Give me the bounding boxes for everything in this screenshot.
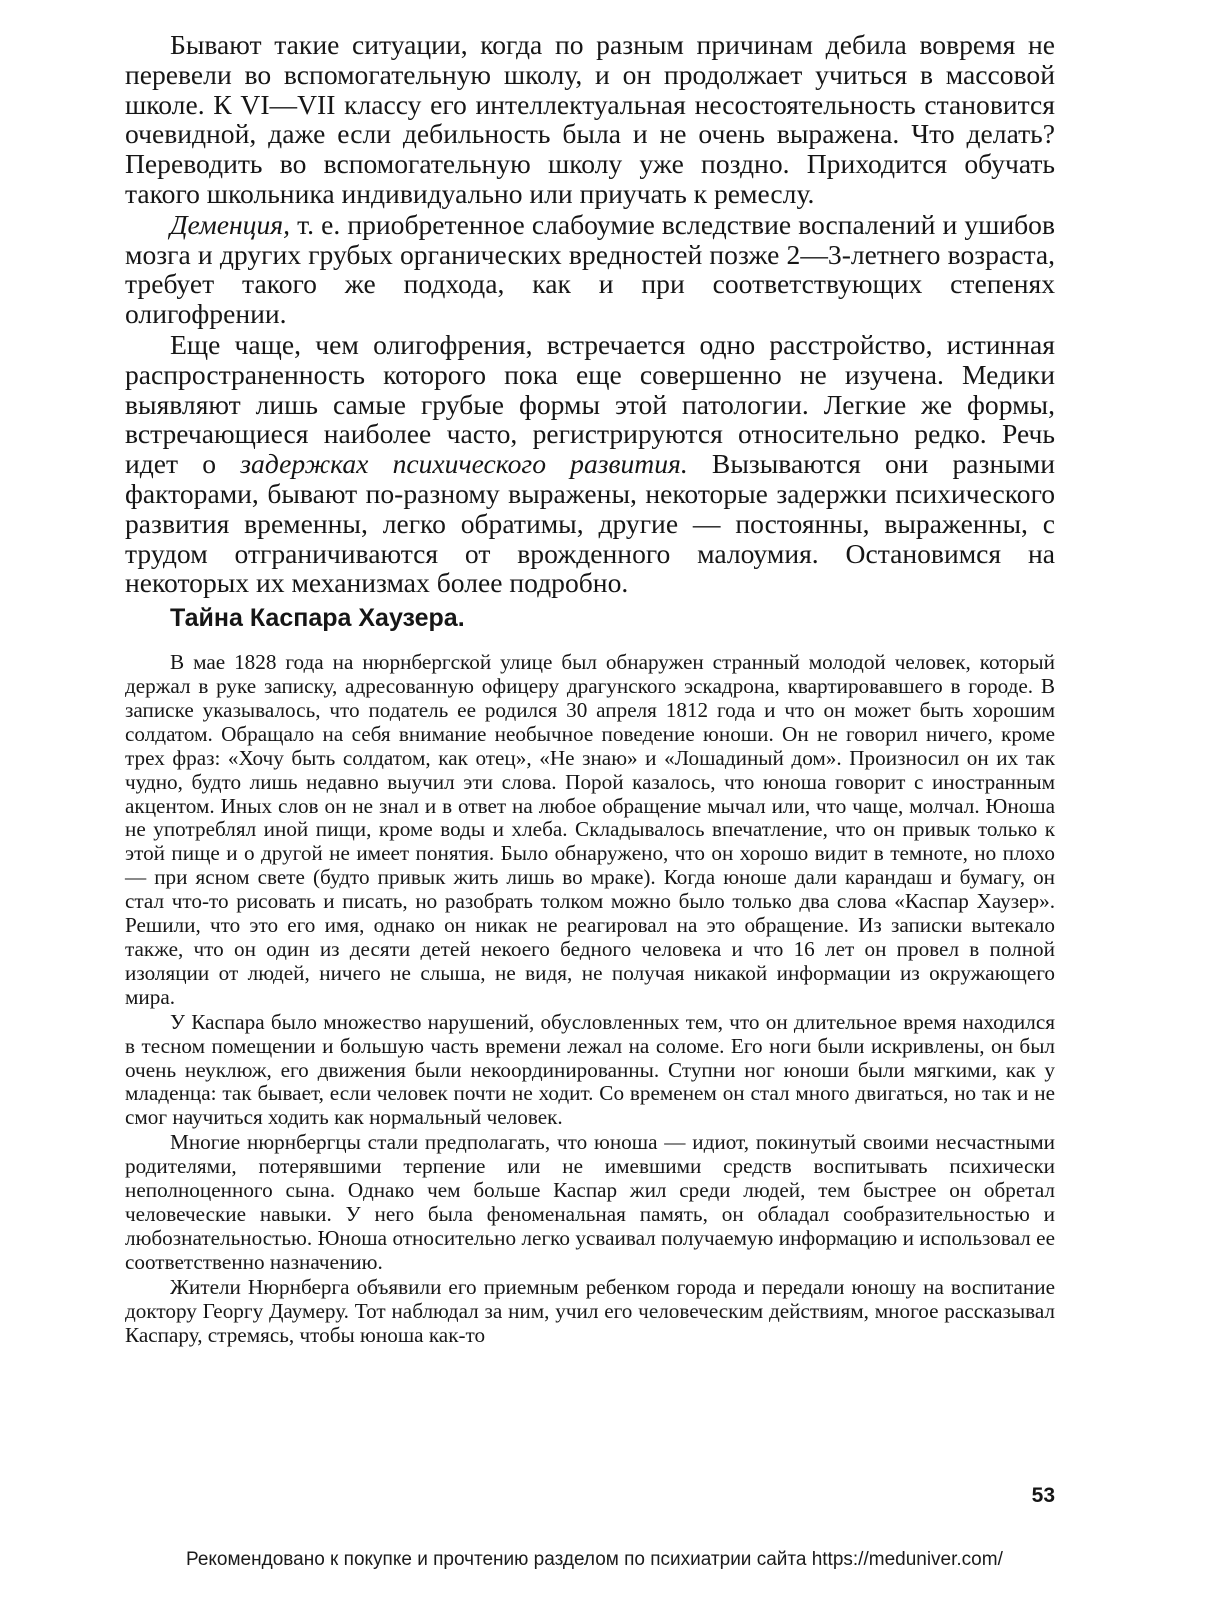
book-page (125, 30, 1055, 1347)
footer-note: Рекомендовано к покупке и прочтению разделом по психиатрии сайта https://meduniver.com/ (186, 1549, 1003, 1570)
main-text (125, 30, 1055, 598)
paragraph: Многие нюрнбергцы стали предполагать, что юноша — идиот, покинутый своими несчастными родителями, потерявшими терпение или не имевшими средств воспитывать психически неполноценного сына. Однако чем больше Каспар жил среди людей, тем быстрее он обретал человеческие навыки. У него была феноменальная память, он обладал сообразительностью и любознательностью. Юноша относительно легко усваивал получаемую информацию и использовал ее соответственно назначению. (125, 1130, 1055, 1274)
paragraph: У Каспара было множество нарушений, обусловленных тем, что он длительное время находился в тесном помещении и большую часть времени лежал на соломе. Его ноги были искривлены, он был очень неуклюж, его движения были некоординированны. Ступни ног юноши были мягкими, как у младенца: так бывает, если человек почти не ходит. Со временем он стал много двигаться, но так и не смог научиться ходить как нормальный человек. (125, 1009, 1055, 1130)
paragraph-text: т. е. приобретенное слабоумие вследствие воспалений и ушибов мозга и других грубых органических вредностей позже 2—3-летнего возраста, требует такого же подхода, как и при соответствующих степенях олигофрении. (125, 208, 1055, 330)
paragraph-text: Вызываются они разными факторами, бывают по-разному выражены, некоторые задержки психического развития временны, легко обратимы, другие — постоянны, выраженны, с трудом отграничиваются от врожденного малоумия. Остановимся на некоторых их механизмах более подробно. (125, 448, 1055, 599)
page-number: 53 (1031, 1484, 1055, 1507)
case-story-text (125, 651, 1055, 1347)
paragraph (125, 210, 1055, 329)
paragraph: Жители Нюрнберга объявили его приемным ребенком города и передали юношу на воспитание доктору Георгу Даумеру. Тот наблюдал за ним, учил его человеческим действиям, многое рассказывал Каспару, стремясь, чтобы юноша как-то (125, 1274, 1055, 1347)
emphasis: Деменция, (170, 208, 290, 240)
paragraph-text: Еще чаще, чем олигофрения, встречается одно расстройство, истинная распространенность которого пока еще совершенно не изучена. Медики выявляют лишь самые грубые формы этой патологии. Легкие же формы, встречающиеся наиболее часто, регистрируются относительно редко. Речь идет о (125, 328, 1055, 480)
section-title: Тайна Каспара Хаузера. (170, 604, 465, 633)
paragraph: В мае 1828 года на нюрнбергской улице был обнаружен странный молодой человек, который держал в руке записку, адресованную офицеру драгунского эскадрона, квартировавшего в городе. В записке указывалось, что податель ее родился 30 апреля 1812 года и что он может быть хорошим солдатом. Обращало на себя внимание необычное поведение юноши. Он не говорил ничего, кроме трех фраз: «Хочу быть солдатом, как отец», «Не знаю» и «Лошадиный дом». Произносил он их так чудно, будто лишь недавно выучил эти слова. Порой казалось, что юноша говорит с иностранным акцентом. Иных слов он не знал и в ответ на любое обращение мычал или, что чаще, молчал. Юноша не употреблял иной пищи, кроме воды и хлеба. Складывалось впечатление, что он привык только к этой пище и о другой не имеет понятия. Было обнаружено, что он хорошо видит в темноте, но плохо — при ясном свете (будто привык жить лишь во мраке). Когда юноше дали карандаш и бумагу, он стал что-то рисовать и писать, но разобрать толком можно было только два слова «Каспар Хаузер». Решили, что это его имя, однако он никак не реагировал на это обращение. Из записки вытекало также, что он один из десяти детей некоего бедного человека и что 16 лет он провел в полной изоляции от людей, ничего не слыша, не видя, не получая никакой информации из окружающего мира. (125, 650, 1055, 1009)
paragraph: Бывают такие ситуации, когда по разным причинам дебила вовремя не перевели во вспомогательную школу, и он продолжает учиться в массовой школе. К VI—VII классу его интеллектуальная несостоятельность становится очевидной, даже если дебильность была и не очень выражена. Что делать? Переводить во вспомогательную школу уже поздно. Приходится обучать такого школьника индивидуально или приучать к ремеслу. (125, 29, 1055, 209)
emphasis: задержках психического развития. (240, 448, 688, 480)
paragraph (125, 330, 1055, 598)
